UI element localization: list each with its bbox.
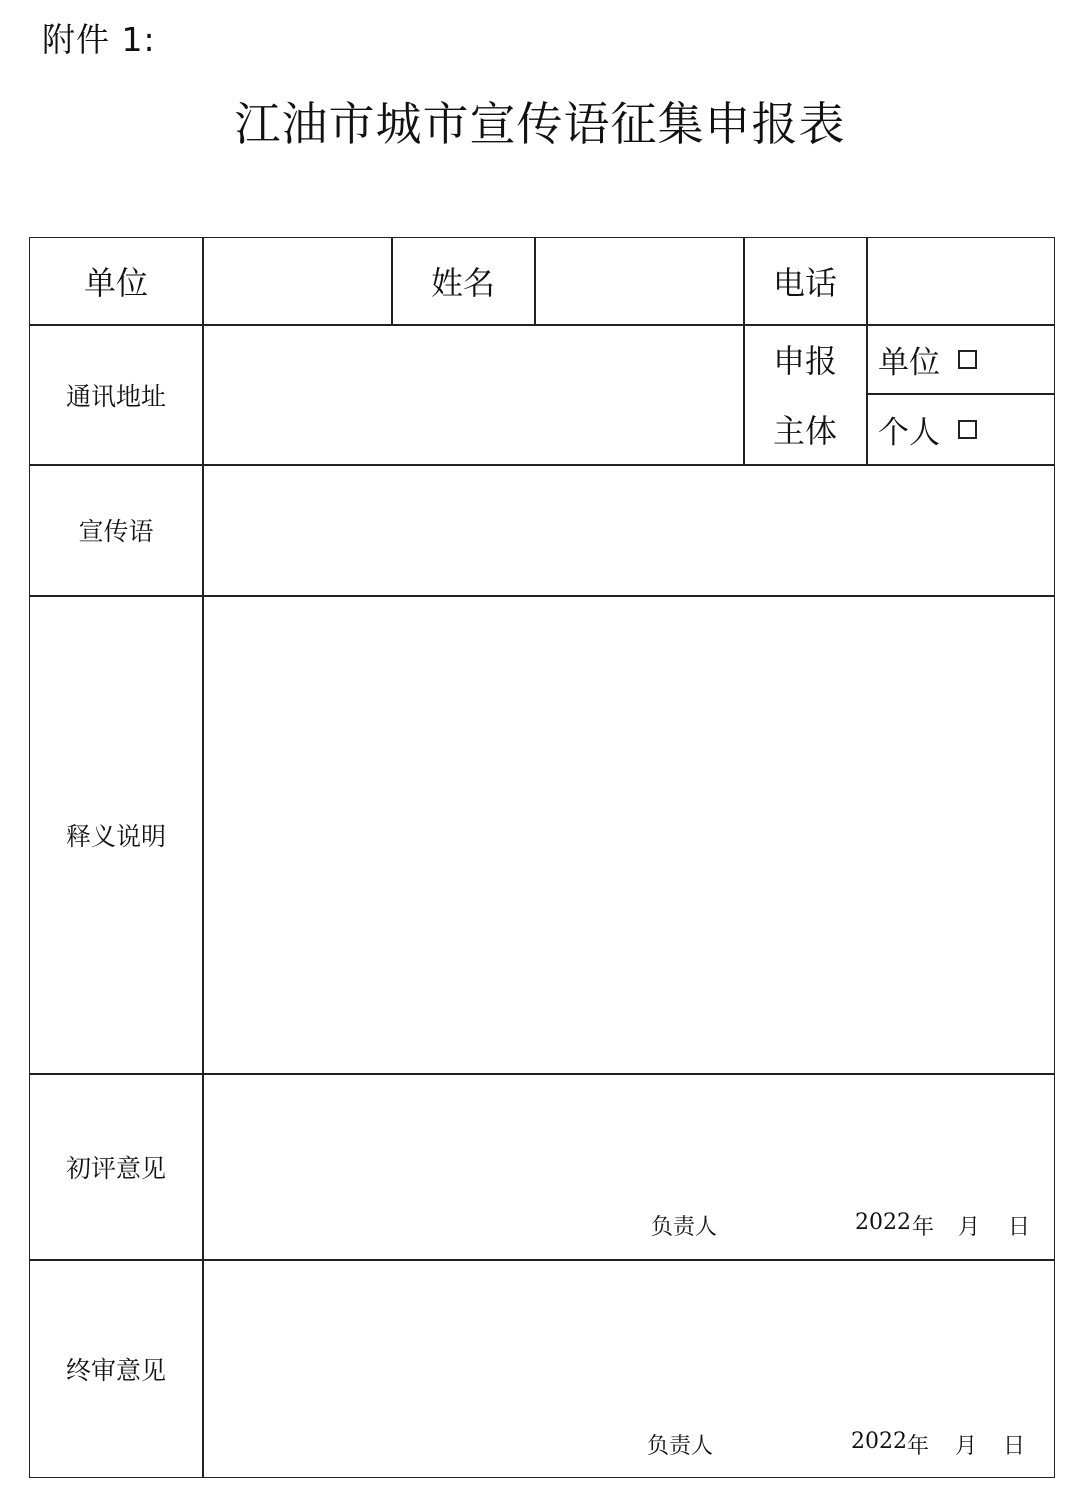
initial-review-label: 初评意见 xyxy=(65,1153,166,1183)
explanation-field[interactable] xyxy=(204,598,1052,1072)
attachment-label: 附件 1: xyxy=(42,20,156,59)
initial-review-day-unit: 日 xyxy=(1008,1215,1031,1240)
option-unit-label: 单位 xyxy=(878,344,940,381)
option-person[interactable] xyxy=(878,395,977,464)
subject-label-line2: 主体 xyxy=(772,412,837,450)
final-review-label: 终审意见 xyxy=(65,1355,166,1385)
final-review-month-unit: 月 xyxy=(955,1434,978,1459)
name-field[interactable] xyxy=(536,240,742,323)
address-label: 通讯地址 xyxy=(65,381,166,411)
explanation-label: 释义说明 xyxy=(65,821,166,851)
initial-review-month-unit: 月 xyxy=(958,1215,981,1240)
phone-label: 电话 xyxy=(772,264,837,302)
person-checkbox[interactable] xyxy=(958,420,977,439)
form-title: 江油市城市宣传语征集申报表 xyxy=(234,97,846,151)
unit-label: 单位 xyxy=(83,264,148,302)
option-unit[interactable] xyxy=(878,325,977,393)
slogan-field[interactable] xyxy=(204,467,1052,594)
final-review-year: 2022 xyxy=(851,1429,907,1454)
initial-review-responsible: 负责人 xyxy=(651,1215,718,1240)
final-review-field[interactable] xyxy=(204,1262,1052,1424)
subject-label-line1: 申报 xyxy=(772,342,837,380)
phone-field[interactable] xyxy=(868,240,1052,323)
option-person-label: 个人 xyxy=(878,415,940,451)
slogan-label: 宣传语 xyxy=(78,517,154,546)
address-field[interactable] xyxy=(204,327,742,463)
final-review-day-unit: 日 xyxy=(1003,1434,1026,1459)
unit-checkbox[interactable] xyxy=(958,350,977,369)
initial-review-field[interactable] xyxy=(204,1076,1052,1206)
final-review-responsible: 负责人 xyxy=(647,1434,714,1459)
initial-review-year-unit: 年 xyxy=(912,1215,935,1240)
unit-field[interactable] xyxy=(204,240,390,323)
application-form-table xyxy=(29,237,1055,1478)
initial-review-year: 2022 xyxy=(855,1210,911,1235)
final-review-year-unit: 年 xyxy=(907,1434,930,1459)
name-label: 姓名 xyxy=(430,264,495,302)
